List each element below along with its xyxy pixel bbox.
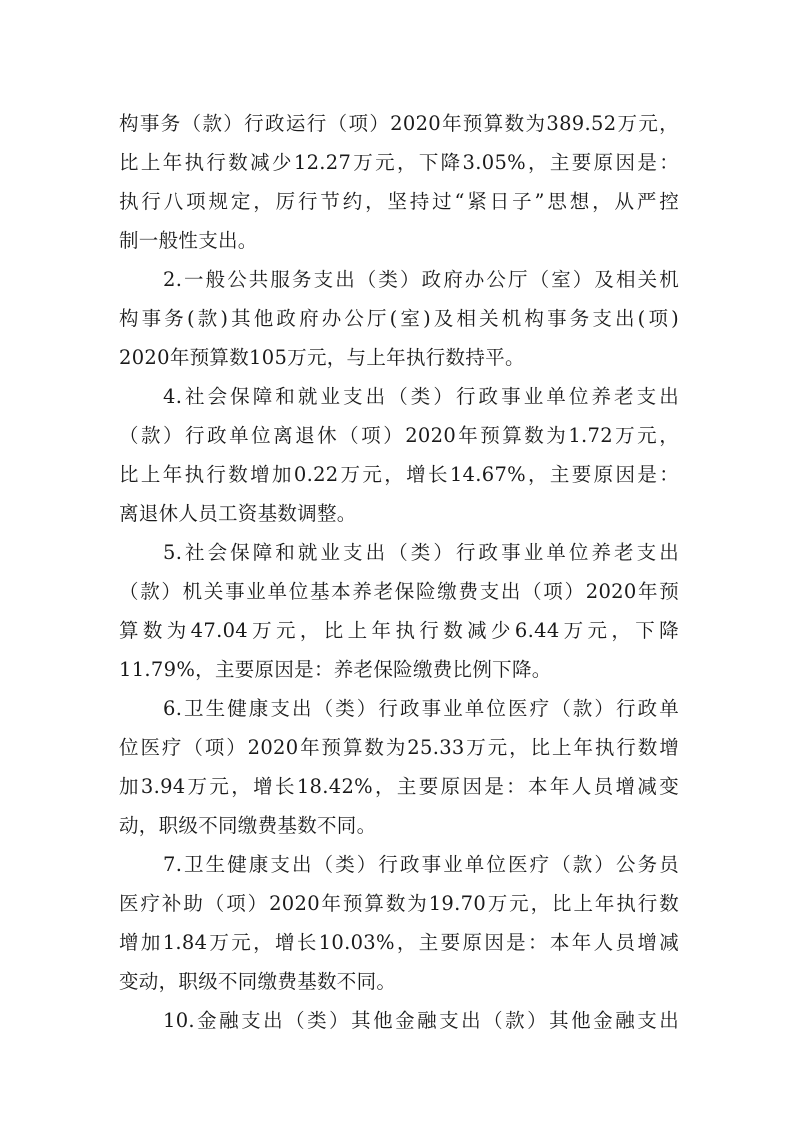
paragraph-line: 离退休人员工资基数调整。 [119,502,357,525]
paragraph-line: 5.社会保障和就业支出（类）行政事业单位养老支出 [163,541,679,564]
paragraph-line: 构事务（款）行政运行（项）2020年预算数为389.52万元， [119,112,679,135]
paragraph-line: 7.卫生健康支出（类）行政事业单位医疗（款）公务员 [163,853,679,876]
paragraph-line: 位医疗（项）2020年预算数为25.33万元，比上年执行数增 [119,736,679,759]
paragraph-line: 6.卫生健康支出（类）行政事业单位医疗（款）行政单 [163,697,679,720]
paragraph-line: （款）行政单位离退休（项）2020年预算数为1.72万元， [119,424,679,447]
document-body [119,104,679,1040]
paragraph-line: 比上年执行数减少12.27万元，下降3.05%，主要原因是： [119,151,679,174]
paragraph-line: 比上年执行数增加0.22万元，增长14.67%，主要原因是： [119,463,679,486]
paragraph-line: 算数为47.04万元，比上年执行数减少6.44万元，下降 [119,619,679,642]
paragraph-line: 2020年预算数105万元，与上年执行数持平。 [119,346,525,369]
paragraph-line: 10.金融支出（类）其他金融支出（款）其他金融支出 [163,1009,679,1032]
paragraph-line: 4.社会保障和就业支出（类）行政事业单位养老支出 [163,385,679,408]
paragraph-line: 变动，职级不同缴费基数不同。 [119,970,397,993]
paragraph-line: 11.79%，主要原因是：养老保险缴费比例下降。 [119,658,552,681]
paragraph-line: 2.一般公共服务支出（类）政府办公厅（室）及相关机 [163,268,679,291]
paragraph-line: 构事务(款)其他政府办公厅(室)及相关机构事务支出(项) [119,307,679,330]
paragraph-line: 动，职级不同缴费基数不同。 [119,814,377,837]
paragraph-line: 增加1.84万元，增长10.03%，主要原因是：本年人员增减 [119,931,679,954]
paragraph-line: （款）机关事业单位基本养老保险缴费支出（项）2020年预 [119,580,679,603]
paragraph-line: 制一般性支出。 [119,229,258,252]
paragraph-line: 医疗补助（项）2020年预算数为19.70万元，比上年执行数 [119,892,679,915]
paragraph-line: 执行八项规定，厉行节约，坚持过“紧日子”思想，从严控 [119,190,679,213]
paragraph-line: 加3.94万元，增长18.42%，主要原因是：本年人员增减变 [119,775,679,798]
